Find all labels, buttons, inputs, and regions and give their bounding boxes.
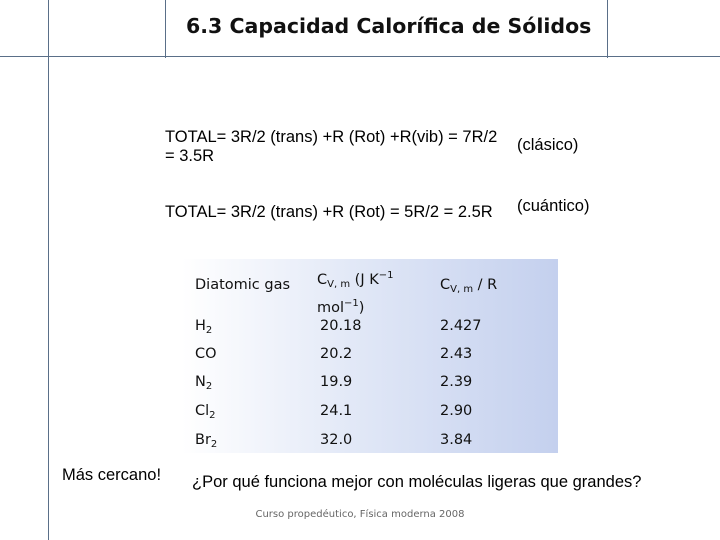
equation-quantum: TOTAL= 3R/2 (trans) +R (Rot) = 5R/2 = 2.5R [165, 203, 493, 221]
table-row-gas: $N_2$ [195, 374, 213, 392]
label-classical: (clásico) [517, 136, 579, 154]
footer-text: Curso propedéutico, Física moderna 2008 [255, 509, 465, 520]
equation-classical: TOTAL= 3R/2 (trans) +R (Rot) +R(vib) = 7R/2 = 3.5R [165, 128, 498, 165]
table-row-cv: 19.9 [320, 374, 353, 390]
table-row-ratio: 2.39 [440, 374, 473, 390]
table-row-gas: $H_2$ [195, 318, 213, 336]
table-row-cv: 32.0 [320, 432, 353, 448]
label-quantum: (cuántico) [517, 197, 590, 215]
header-gas: Diatomic gas [195, 277, 291, 293]
table-row-ratio: 3.84 [440, 432, 473, 448]
left-divider-line [48, 0, 49, 540]
table-row-ratio: 2.43 [440, 346, 473, 362]
question-text: ¿Por qué funciona mejor con moléculas ligeras que grandes? [192, 473, 642, 491]
table-row-gas: $Br_2$ [195, 432, 218, 450]
table-row-gas: CO [195, 346, 217, 362]
table-row-cv: 20.2 [320, 346, 353, 362]
table-row-cv: 20.18 [320, 318, 362, 334]
table-row-cv: 24.1 [320, 403, 353, 419]
nearest-label: Más cercano! [62, 466, 162, 484]
table-row-gas: $Cl_2$ [195, 403, 216, 421]
table-row-ratio: 2.90 [440, 403, 473, 419]
table-row-ratio: 2.427 [440, 318, 482, 334]
slide-title: 6.3 Capacidad Calorífica de Sólidos [186, 14, 592, 38]
header-cv: $C_{V, m}$ (J $K^{-1}$ mol$^{-1}$) [317, 270, 394, 316]
header-ratio: $C_{V, m}$ / R [440, 277, 498, 295]
